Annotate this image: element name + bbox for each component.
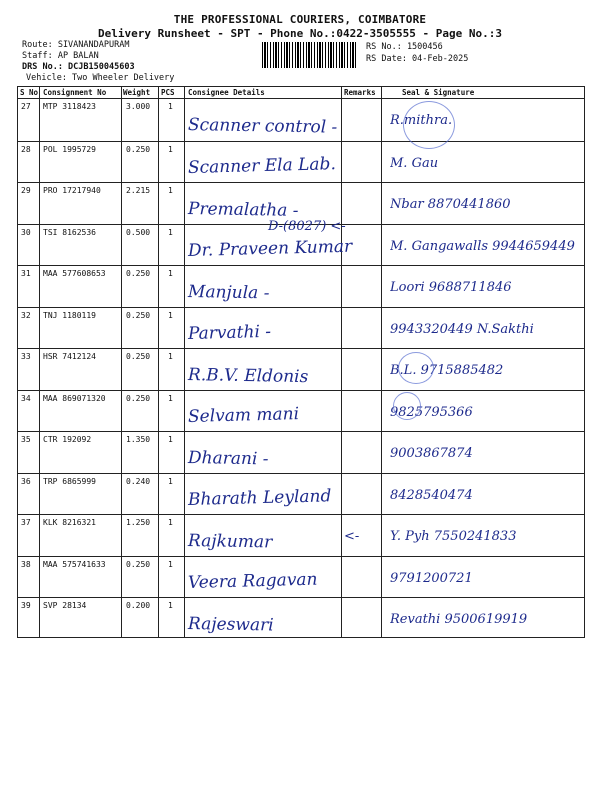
row-consignee-handwritten: Scanner Ela Lab. [187, 153, 337, 178]
row-weight: 1.350 [126, 435, 151, 444]
row-signature-handwritten: 9825795366 [390, 404, 473, 420]
row-sno: 39 [21, 601, 31, 610]
row-signature-handwritten: Y. Pyh 7550241833 [390, 529, 517, 544]
row-consignee-handwritten: Scanner control - [187, 115, 338, 138]
row-sno: 33 [21, 352, 31, 361]
staff-label: Staff: AP BALAN [22, 51, 99, 61]
col-weight-header: Weight [123, 88, 151, 97]
table-row [18, 514, 584, 557]
row-pcs: 1 [168, 601, 173, 610]
row-consignment-no: MAA 575741633 [43, 559, 106, 569]
row-sno: 30 [21, 227, 31, 237]
row-consignee-handwritten: Dharani - [187, 448, 269, 470]
row-pcs: 1 [168, 352, 173, 361]
row-weight: 0.500 [126, 227, 151, 237]
row-consignment-no: MAA 577608653 [43, 269, 106, 278]
row-pcs: 1 [168, 310, 173, 320]
row-sno: 36 [21, 476, 31, 486]
courier-stamp [398, 352, 434, 384]
row-sno: 32 [21, 310, 31, 320]
row-signature-handwritten: 9791200721 [390, 570, 473, 586]
table-row [18, 265, 584, 308]
row-consignment-no: HSR 7412124 [43, 352, 96, 361]
barcode [262, 42, 356, 68]
table-row [18, 390, 584, 433]
row-consignee-handwritten: Parvathi - [187, 321, 272, 344]
row-weight: 0.200 [126, 601, 151, 610]
row-pcs: 1 [168, 186, 173, 195]
col-sno-header: S No [20, 88, 39, 97]
table-row [18, 141, 584, 184]
runsheet-table [17, 86, 585, 638]
row-consignee-handwritten: Rajkumar [187, 531, 273, 553]
row-consignment-no: SVP 28134 [43, 601, 87, 610]
row-pcs: 1 [168, 435, 173, 444]
row-sno: 38 [21, 559, 31, 569]
row-consignee-handwritten: Bharath Leyland [187, 485, 332, 510]
courier-stamp [393, 392, 421, 420]
row-weight: 2.215 [126, 186, 151, 195]
row-signature-handwritten: M. Gangawalls 9944659449 [390, 238, 575, 254]
row-pcs: 1 [168, 393, 173, 403]
row-consignment-no: PRO 17217940 [43, 186, 101, 195]
col-signature-header: Seal & Signature [402, 88, 475, 97]
row-weight: 0.250 [126, 393, 151, 403]
row-consignment-no: TNJ 1180119 [43, 310, 96, 320]
route-label: Route: SIVANANDAPURAM [22, 40, 130, 50]
courier-stamp [403, 101, 455, 149]
row-signature-handwritten: R.mithra. [390, 113, 453, 128]
row-sno: 31 [21, 269, 31, 278]
row-signature-handwritten: B.L. 9715885482 [390, 363, 504, 378]
table-row [18, 597, 584, 640]
row-weight: 0.250 [126, 269, 151, 278]
drs-label: DRS No.: DCJB150045603 [22, 62, 135, 72]
table-row [18, 348, 584, 391]
row-signature-handwritten: Loori 9688711846 [390, 280, 512, 295]
row-pcs: 1 [168, 144, 173, 154]
row-sno: 28 [21, 144, 31, 154]
row-weight: 1.250 [126, 518, 151, 527]
col-consignment-header: Consignment No [43, 88, 107, 97]
row-signature-handwritten: 9943320449 N.Sakthi [390, 321, 534, 337]
row-pcs: 1 [168, 102, 173, 111]
row-consignment-no: POL 1995729 [43, 144, 96, 154]
row-weight: 0.250 [126, 352, 151, 361]
row-sno: 37 [21, 518, 31, 527]
row-remarks-handwritten: <- [344, 529, 360, 544]
col-consignee-header: Consignee Details [188, 88, 265, 97]
row-consignment-no: TSI 8162536 [43, 227, 96, 237]
row-consignee-handwritten: R.B.V. Eldonis [187, 365, 309, 388]
table-row [18, 99, 584, 141]
row-sno: 29 [21, 186, 31, 195]
table-row [18, 473, 584, 516]
row-signature-handwritten: M. Gau [390, 155, 439, 171]
row-pcs: 1 [168, 269, 173, 278]
row-consignee-handwritten: Rajeswari [187, 614, 274, 636]
company-title: THE PROFESSIONAL COURIERS, COIMBATORE [173, 13, 427, 26]
runsheet-subtitle: Delivery Runsheet - SPT - Phone No.:0422-3505555 - Page No.:3 [98, 27, 502, 40]
row-consignment-no: MAA 869071320 [43, 393, 106, 403]
row-weight: 0.250 [126, 310, 151, 320]
table-row [18, 218, 584, 267]
row-consignee-handwritten: Selvam mani [187, 403, 300, 427]
col-pcs-header: PCS [161, 88, 175, 97]
row-consignment-no: MTP 3118423 [43, 102, 96, 111]
row-weight: 0.240 [126, 476, 151, 486]
row-pcs: 1 [168, 227, 173, 237]
row-signature-handwritten: Nbar 8870441860 [390, 197, 511, 212]
row-consignment-no: KLK 8216321 [43, 518, 96, 527]
table-row [18, 307, 584, 350]
row-consignee-handwritten: Manjula - [187, 282, 270, 304]
row-signature-handwritten: 9003867874 [390, 446, 473, 461]
row-signature-handwritten: Revathi 9500619919 [390, 612, 528, 627]
row-pcs: 1 [168, 476, 173, 486]
row-sno: 27 [21, 102, 31, 111]
rs-number: RS No.: 1500456 [366, 42, 443, 52]
row-consignment-no: CTR 192092 [43, 435, 92, 444]
row-consignee-handwritten: Dr. Praveen Kumar [187, 236, 353, 261]
table-row [18, 431, 584, 474]
row-consignee-handwritten: Veera Ragavan [187, 569, 318, 593]
row-pcs: 1 [168, 559, 173, 569]
row-signature-handwritten: 8428540474 [390, 487, 473, 503]
rs-date: RS Date: 04-Feb-2025 [366, 54, 469, 64]
col-remarks-header: Remarks [344, 88, 376, 97]
row-consignee-handwritten: Premalatha - [187, 199, 299, 221]
table-row [18, 556, 584, 599]
row-weight: 0.250 [126, 144, 151, 154]
row-sno: 34 [21, 393, 31, 403]
row-remarks-handwritten: D-(8027) <- [268, 218, 346, 234]
row-pcs: 1 [168, 518, 173, 527]
row-consignment-no: TRP 6865999 [43, 476, 96, 486]
vehicle-label: Vehicle: Two Wheeler Delivery [26, 73, 175, 83]
row-weight: 0.250 [126, 559, 151, 569]
row-sno: 35 [21, 435, 31, 444]
row-weight: 3.000 [126, 102, 151, 111]
